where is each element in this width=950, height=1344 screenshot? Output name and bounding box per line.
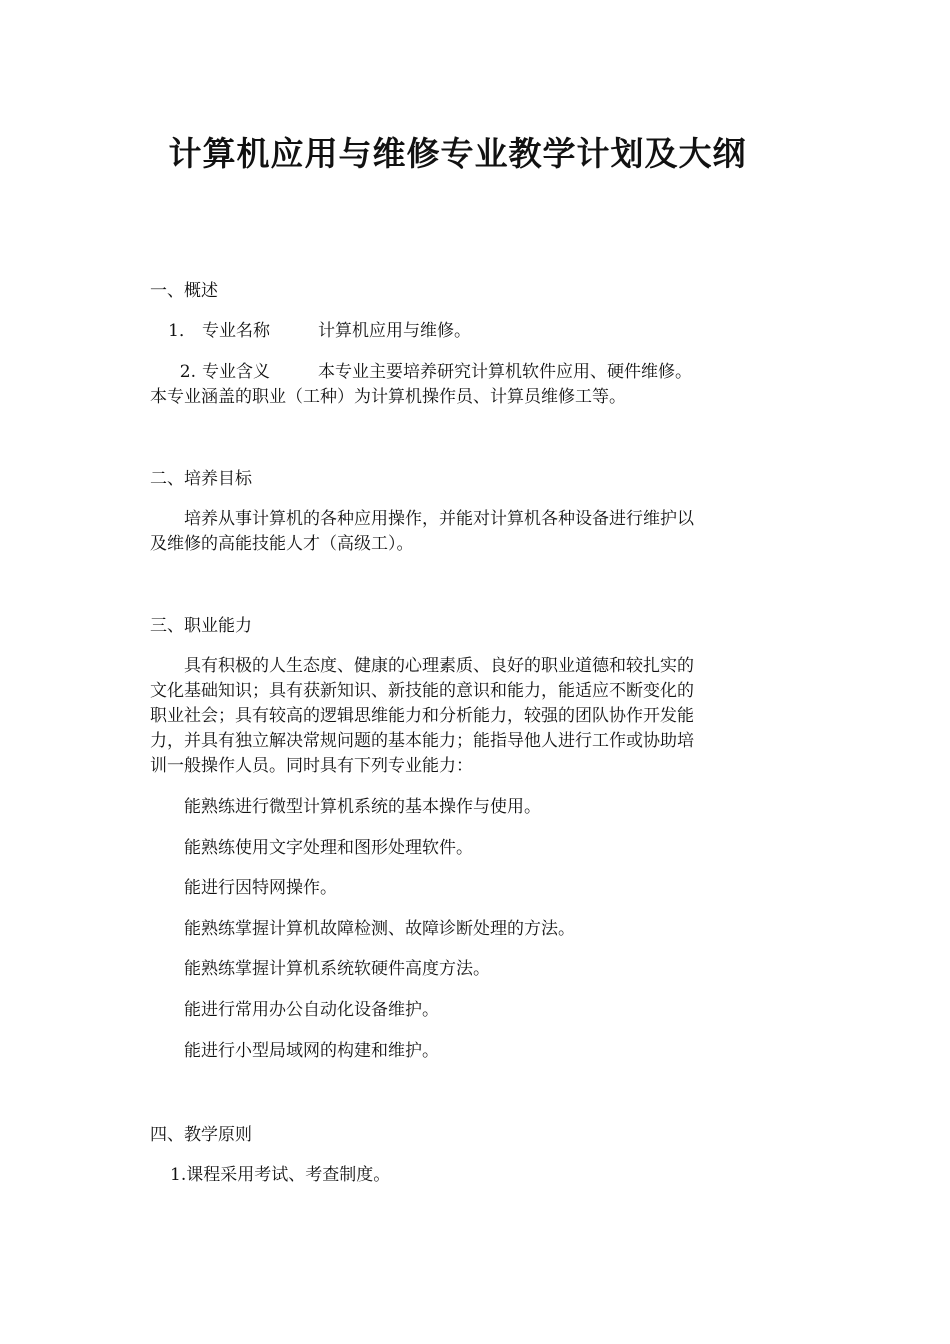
overview-item-2 (150, 360, 765, 410)
item-value: 计算机应用与维修。 (318, 321, 471, 341)
ability-item: 能进行常用办公自动化设备维护。 (184, 1000, 439, 1020)
ability-item: 能熟练掌握计算机故障检测、故障诊断处理的方法。 (184, 919, 575, 939)
ability-line: 具有积极的人生态度、健康的心理素质、良好的职业道德和较扎实的 (184, 656, 694, 676)
ability-item: 能熟练使用文字处理和图形处理软件。 (184, 838, 473, 858)
ability-line: 训一般操作人员。同时具有下列专业能力： (150, 756, 473, 776)
item-number: 2. (179, 362, 196, 382)
ability-item: 能进行因特网操作。 (184, 878, 337, 898)
section-heading-principles: 四、教学原则 (150, 1125, 252, 1145)
ability-line: 职业社会；具有较高的逻辑思维能力和分析能力，较强的团队协作开发能 (150, 706, 694, 726)
principle-item-1: 1.课程采用考试、考查制度。 (170, 1165, 391, 1185)
ability-item: 能熟练进行微型计算机系统的基本操作与使用。 (184, 797, 541, 817)
goal-line-2: 及维修的高能技能人才（高级工）。 (150, 534, 414, 554)
item-number: 1． (168, 321, 196, 341)
ability-item: 能熟练掌握计算机系统软硬件高度方法。 (184, 959, 490, 979)
overview-item-1 (130, 319, 745, 344)
item-label: 专业含义 (202, 362, 270, 382)
ability-item: 能进行小型局域网的构建和维护。 (184, 1041, 439, 1061)
ability-paragraph (150, 654, 765, 779)
section-heading-overview: 一、概述 (150, 281, 218, 301)
item-continuation: 本专业涵盖的职业（工种）为计算机操作员、计算员维修工等。 (150, 387, 626, 407)
item-value: 本专业主要培养研究计算机软件应用、硬件维修。 (318, 362, 692, 382)
section-heading-ability: 三、职业能力 (150, 616, 252, 636)
goal-line-1: 培养从事计算机的各种应用操作，并能对计算机各种设备进行维护以 (184, 509, 694, 529)
section-heading-goal: 二、培养目标 (150, 469, 252, 489)
item-label: 专业名称 (202, 321, 270, 341)
ability-line: 文化基础知识；具有获新知识、新技能的意识和能力，能适应不断变化的 (150, 681, 694, 701)
goal-paragraph (150, 507, 765, 557)
ability-line: 力，并具有独立解决常规问题的基本能力；能指导他人进行工作或协助培 (150, 731, 694, 751)
document-title: 计算机应用与维修专业教学计划及大纲 (168, 134, 747, 173)
